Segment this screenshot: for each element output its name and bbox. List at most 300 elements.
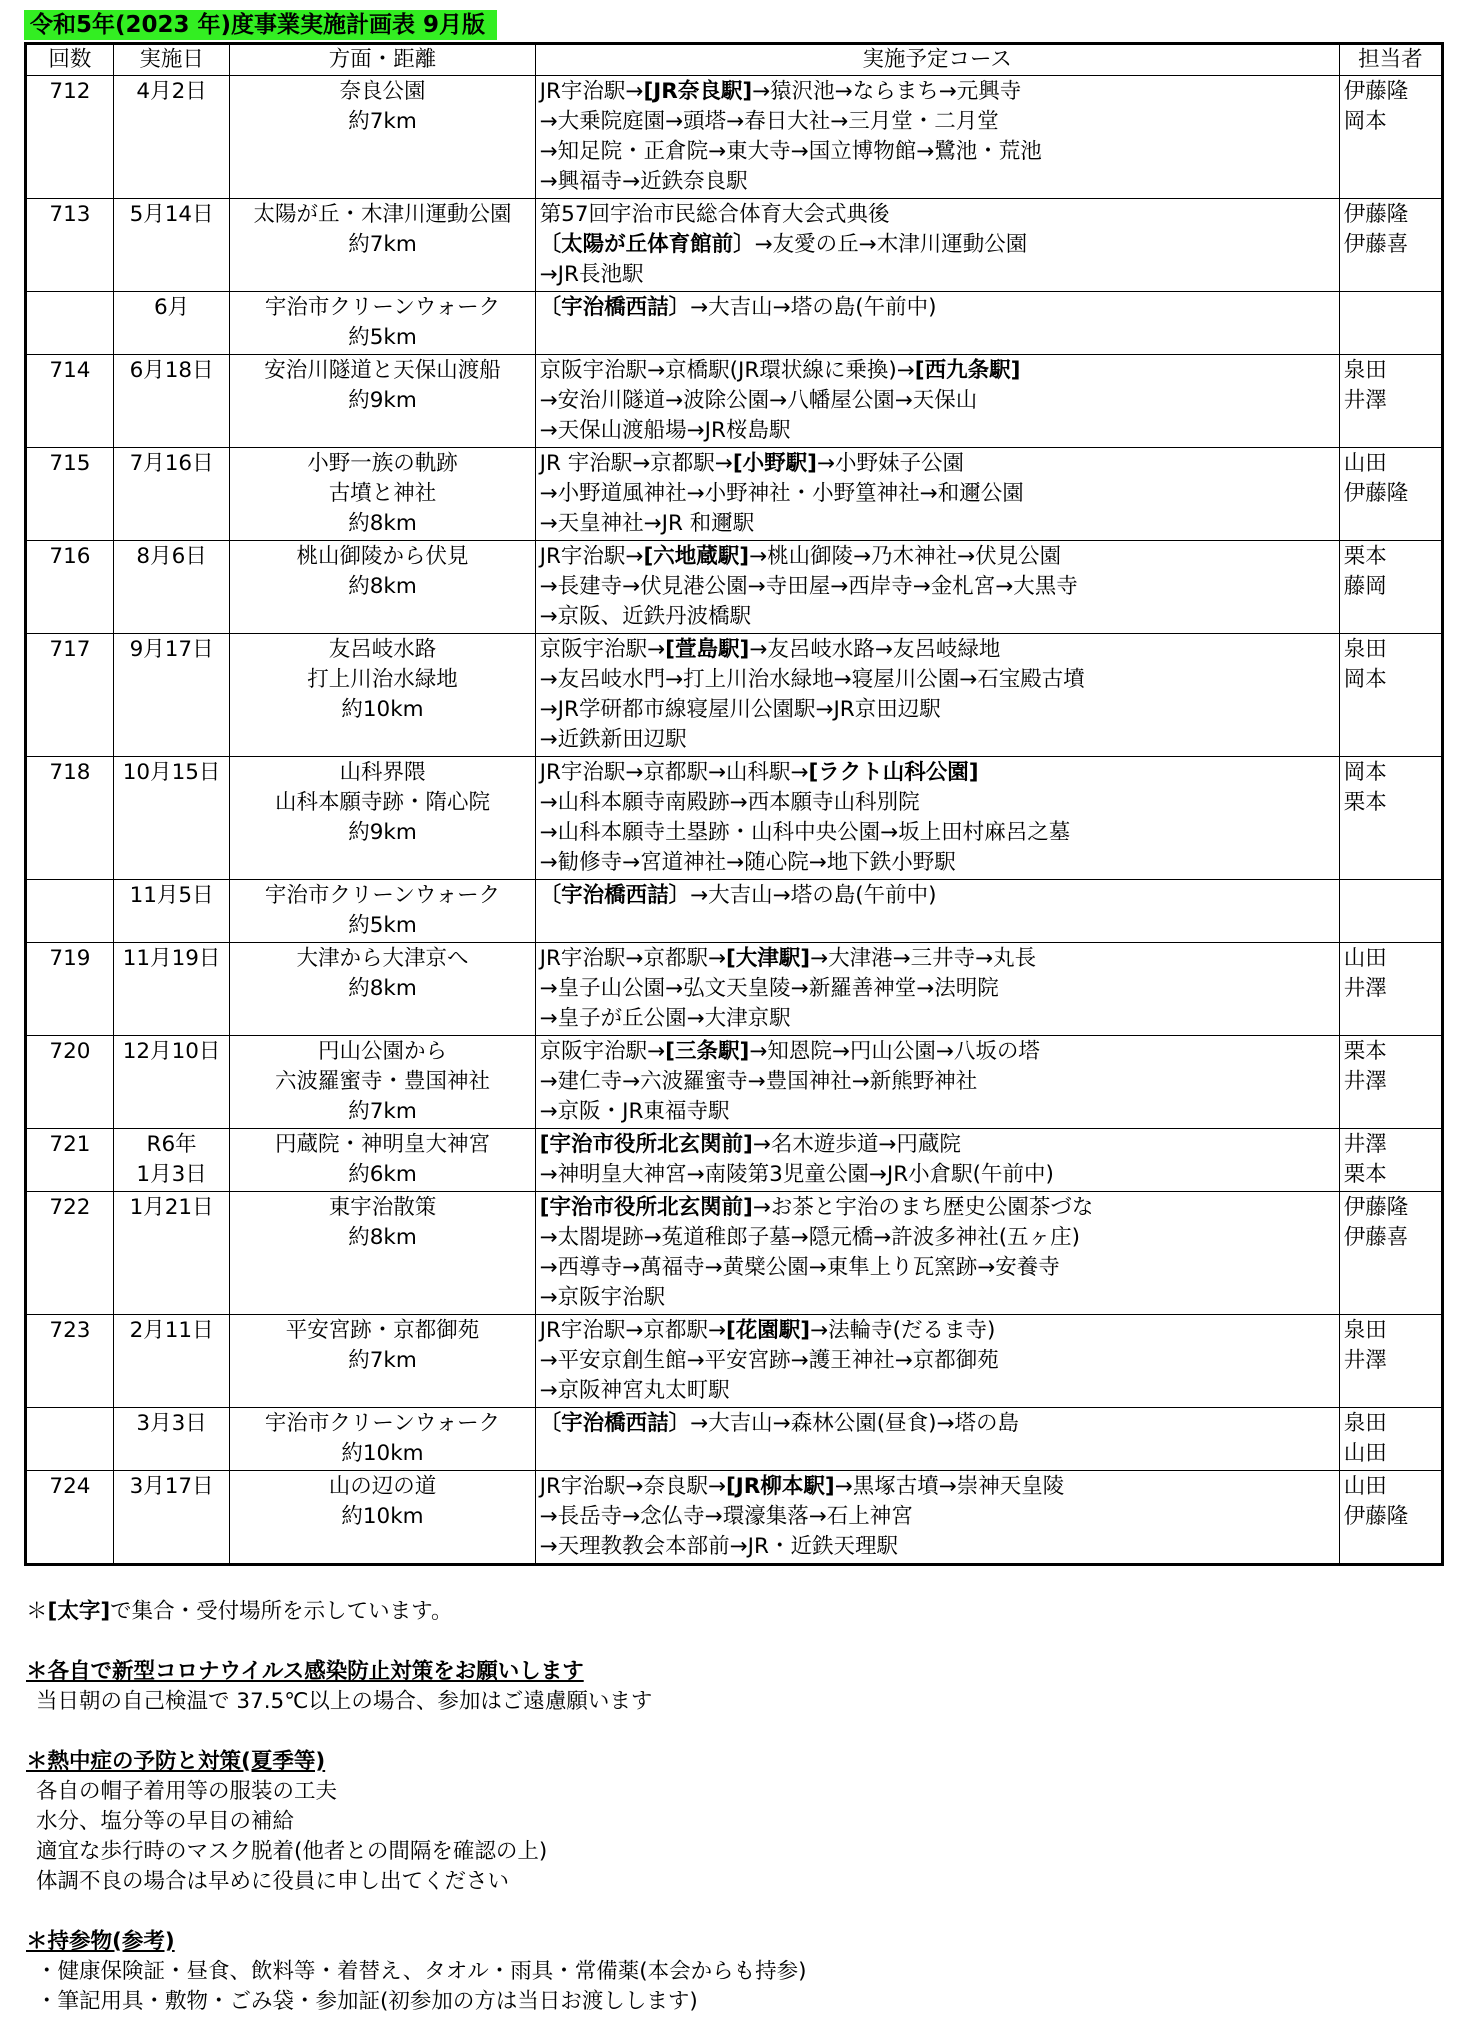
notes [26, 1597, 1426, 2017]
row-area [230, 541, 535, 634]
row-staff [1339, 634, 1442, 757]
meeting-point: [JR柳本駅] [725, 1474, 835, 1499]
course-segment: →桃山御陵→乃木神社→伏見公園 [749, 544, 1062, 569]
row-date [113, 292, 229, 355]
course-line [540, 1130, 1335, 1160]
course-segment: →黒塚古墳→崇神天皇陵 [834, 1474, 1065, 1499]
date-line: 6月18日 [129, 358, 214, 383]
staff-name: 山田 [1343, 1441, 1387, 1466]
row-staff [1339, 1471, 1442, 1565]
table-row [26, 943, 1443, 1036]
course-segment: →京阪、近鉄丹波橋駅 [539, 604, 752, 629]
course-line [540, 1223, 1335, 1253]
row-course [535, 1192, 1339, 1315]
course-segment: 第57回宇治市民総合体育大会式典後 [539, 202, 890, 227]
course-segment: →大吉山→塔の島(午前中) [690, 883, 937, 908]
staff-name: 山田 [1343, 1474, 1387, 1499]
meeting-point: [ラクト山科公園] [808, 760, 979, 785]
area-line: 約10km [341, 1504, 424, 1529]
row-area [230, 76, 535, 199]
course-segment: JR宇治駅→ [539, 544, 644, 569]
course-segment: →平安京創生館→平安宮跡→護王神社→京都御苑 [539, 1348, 999, 1373]
table-row [26, 757, 1443, 880]
course-segment: →JR学研都市線寝屋川公園駅→JR京田辺駅 [539, 697, 941, 722]
area-line: 平安宮跡・京都御苑 [285, 1318, 480, 1343]
row-course [535, 943, 1339, 1036]
legend-prefix: ＊ [26, 1599, 48, 1624]
row-number: 722 [26, 1192, 114, 1315]
staff-name: 山田 [1343, 451, 1387, 476]
row-area [230, 199, 535, 292]
table-row [26, 1192, 1443, 1315]
row-course [535, 1315, 1339, 1408]
row-number: 724 [26, 1471, 114, 1565]
course-segment: →京阪宇治駅 [539, 1285, 666, 1310]
date-line: 6月 [153, 295, 190, 320]
note-heading: ＊熱中症の予防と対策(夏季等) [26, 1749, 326, 1774]
area-line: 約8km [348, 1225, 417, 1250]
meeting-point: 〔宇治橋西詰〕 [539, 1411, 691, 1436]
staff-name: 伊藤隆 [1343, 202, 1409, 227]
table-row [26, 448, 1443, 541]
row-area [230, 355, 535, 448]
row-date [113, 1315, 229, 1408]
date-line: 10月15日 [122, 760, 221, 785]
table-row [26, 199, 1443, 292]
row-date [113, 1408, 229, 1471]
course-line [540, 356, 1335, 386]
row-date [113, 634, 229, 757]
row-date [113, 1471, 229, 1565]
note-line: 各自の帽子着用等の服装の工夫 [36, 1779, 338, 1804]
course-segment: →小野道風神社→小野神社・小野篁神社→和邇公園 [539, 481, 1024, 506]
header-no: 回数 [26, 44, 114, 76]
course-line [540, 1472, 1335, 1502]
table-row [26, 1036, 1443, 1129]
staff-name: 伊藤隆 [1343, 79, 1409, 104]
area-line: 安治川隧道と天保山渡船 [264, 358, 501, 383]
course-segment: →長建寺→伏見港公園→寺田屋→西岸寺→金札宮→大黒寺 [539, 574, 1078, 599]
note-line: ・健康保険証・昼食、飲料等・着替え、タオル・雨具・常備薬(本会からも持参) [36, 1959, 807, 1984]
row-staff [1339, 355, 1442, 448]
course-segment: →安治川隧道→波除公園→八幡屋公園→天保山 [539, 388, 978, 413]
course-line [540, 542, 1335, 572]
row-staff [1339, 541, 1442, 634]
area-line: 約6km [348, 1162, 417, 1187]
staff-name: 伊藤喜 [1343, 232, 1409, 257]
area-line: 約8km [348, 511, 417, 536]
row-number: 718 [26, 757, 114, 880]
table-row [26, 634, 1443, 757]
course-segment: →太閤堤跡→菟道稚郎子墓→隠元橋→許波多神社(五ヶ庄) [539, 1225, 1080, 1250]
course-line [540, 107, 1335, 137]
area-line: 約8km [348, 574, 417, 599]
row-number: 712 [26, 76, 114, 199]
course-line [540, 818, 1335, 848]
area-line: 約8km [348, 976, 417, 1001]
row-area [230, 1129, 535, 1192]
staff-name: 井澤 [1343, 1348, 1387, 1373]
row-area [230, 634, 535, 757]
row-date [113, 199, 229, 292]
header-area: 方面・距離 [230, 44, 535, 76]
course-line [540, 1037, 1335, 1067]
row-number: 713 [26, 199, 114, 292]
date-line: 11月5日 [129, 883, 214, 908]
course-line [540, 386, 1335, 416]
course-segment: →猿沢池→ならまち→元興寺 [752, 79, 1022, 104]
area-line: 円蔵院・神明皇大神宮 [274, 1132, 490, 1157]
meeting-point: 〔宇治橋西詰〕 [539, 295, 691, 320]
header-course: 実施予定コース [535, 44, 1339, 76]
course-line [540, 1409, 1335, 1439]
meeting-point: [大津駅] [725, 946, 811, 971]
meeting-point: [小野駅] [732, 451, 817, 476]
staff-name: 泉田 [1343, 1318, 1387, 1343]
note-line: ・筆記用具・敷物・ごみ袋・参加証(初参加の方は当日お渡しします) [36, 1989, 698, 2014]
course-line [540, 635, 1335, 665]
course-line [540, 509, 1335, 539]
course-segment: →近鉄新田辺駅 [539, 727, 687, 752]
meeting-point: [西九条駅] [914, 358, 1021, 383]
course-segment: →天理教教会本部前→JR・近鉄天理駅 [539, 1534, 898, 1559]
row-area [230, 1036, 535, 1129]
course-segment: →友愛の丘→木津川運動公園 [754, 232, 1028, 257]
staff-name: 伊藤喜 [1343, 1225, 1409, 1250]
staff-name: 井澤 [1343, 1069, 1387, 1094]
row-staff [1339, 880, 1442, 943]
area-line: 約10km [341, 1441, 424, 1466]
row-date [113, 76, 229, 199]
row-course [535, 1471, 1339, 1565]
area-line: 宇治市クリーンウォーク [264, 883, 501, 908]
course-line [540, 200, 1335, 230]
staff-name: 岡本 [1343, 109, 1387, 134]
staff-name: 井澤 [1343, 1132, 1387, 1157]
table-row [26, 76, 1443, 199]
meeting-point: [JR奈良駅] [643, 79, 753, 104]
row-area [230, 1315, 535, 1408]
course-segment: →知恩院→円山公園→八坂の塔 [749, 1039, 1040, 1064]
course-line [540, 167, 1335, 197]
date-line: 3月3日 [136, 1411, 207, 1436]
row-staff [1339, 292, 1442, 355]
note-line: 当日朝の自己検温で 37.5℃以上の場合、参加はご遠慮願います [36, 1689, 653, 1714]
area-line: 打上川治水緑地 [307, 667, 458, 692]
course-line [540, 602, 1335, 632]
course-line [540, 1253, 1335, 1283]
area-line: 円山公園から [317, 1039, 447, 1064]
row-staff [1339, 448, 1442, 541]
staff-name: 山田 [1343, 946, 1387, 971]
course-line [540, 572, 1335, 602]
staff-name: 栗本 [1343, 790, 1387, 815]
row-number: 717 [26, 634, 114, 757]
row-number: 714 [26, 355, 114, 448]
course-line [540, 1193, 1335, 1223]
staff-name: 伊藤隆 [1343, 481, 1409, 506]
schedule-table [24, 42, 1444, 1566]
course-line [540, 449, 1335, 479]
area-line: 古墳と神社 [328, 481, 437, 506]
meeting-point: [萱島駅] [665, 637, 750, 662]
course-line [540, 137, 1335, 167]
course-line [540, 293, 1335, 323]
area-line: 太陽が丘・木津川運動公園 [253, 202, 512, 227]
row-course [535, 634, 1339, 757]
row-course [535, 1036, 1339, 1129]
course-segment: JR宇治駅→京都駅→ [539, 1318, 726, 1343]
area-line: 約7km [348, 1348, 417, 1373]
course-segment: →天皇神社→JR 和邇駅 [539, 511, 755, 536]
row-area [230, 1192, 535, 1315]
area-line: 東宇治散策 [328, 1195, 437, 1220]
table-row [26, 355, 1443, 448]
row-staff [1339, 1408, 1442, 1471]
date-line: 7月16日 [129, 451, 214, 476]
course-line [540, 1097, 1335, 1127]
meeting-point: [三条駅] [665, 1039, 750, 1064]
course-segment: JR宇治駅→京都駅→ [539, 946, 726, 971]
course-line [540, 944, 1335, 974]
row-course [535, 1408, 1339, 1471]
table-header-row [26, 44, 1443, 76]
staff-name: 泉田 [1343, 637, 1387, 662]
area-line: 約9km [348, 820, 417, 845]
meeting-point: 〔宇治橋西詰〕 [539, 883, 691, 908]
course-line [540, 974, 1335, 1004]
course-segment: JR宇治駅→京都駅→山科駅→ [539, 760, 809, 785]
header-staff: 担当者 [1339, 44, 1442, 76]
row-course [535, 448, 1339, 541]
course-line [540, 788, 1335, 818]
course-segment: →知足院・正倉院→東大寺→国立博物館→鷺池・荒池 [539, 139, 1042, 164]
course-segment: →JR長池駅 [539, 262, 644, 287]
row-staff [1339, 76, 1442, 199]
date-line: 3月17日 [129, 1474, 214, 1499]
date-line: R6年 [146, 1132, 197, 1157]
course-line [540, 1067, 1335, 1097]
course-segment: JR宇治駅→ [539, 79, 644, 104]
course-line [540, 260, 1335, 290]
area-line: 約7km [348, 1099, 417, 1124]
note-line: 体調不良の場合は早めに役員に申し出てください [36, 1869, 510, 1894]
area-line: 約7km [348, 232, 417, 257]
course-segment: 京阪宇治駅→ [539, 637, 666, 662]
row-date [113, 448, 229, 541]
area-line: 山の辺の道 [328, 1474, 437, 1499]
row-staff [1339, 1192, 1442, 1315]
area-line: 約5km [348, 913, 417, 938]
course-line [540, 1316, 1335, 1346]
course-line [540, 479, 1335, 509]
course-line [540, 77, 1335, 107]
course-line [540, 1532, 1335, 1562]
table-row [26, 1471, 1443, 1565]
staff-name: 泉田 [1343, 1411, 1387, 1436]
area-line: 宇治市クリーンウォーク [264, 1411, 501, 1436]
staff-name: 岡本 [1343, 760, 1387, 785]
area-line: 約10km [341, 697, 424, 722]
area-line: 奈良公園 [339, 79, 426, 104]
meeting-point: [宇治市役所北玄関前] [539, 1195, 753, 1220]
row-date [113, 1036, 229, 1129]
course-line [540, 1160, 1335, 1190]
row-number: 715 [26, 448, 114, 541]
area-line: 六波羅蜜寺・豊国神社 [274, 1069, 490, 1094]
note-heading: ＊各自で新型コロナウイルス感染防止対策をお願いします [26, 1659, 584, 1684]
course-segment: →友呂岐水門→打上川治水緑地→寝屋川公園→石宝殿古墳 [539, 667, 1085, 692]
table-row [26, 1315, 1443, 1408]
row-course [535, 880, 1339, 943]
course-segment: 京阪宇治駅→ [539, 1039, 666, 1064]
row-date [113, 757, 229, 880]
row-course [535, 76, 1339, 199]
meeting-point: [花園駅] [725, 1318, 811, 1343]
row-area [230, 943, 535, 1036]
note-heading: ＊持参物(参考) [26, 1929, 175, 1954]
row-number: 719 [26, 943, 114, 1036]
course-segment: →京阪・JR東福寺駅 [539, 1099, 730, 1124]
area-line: 山科界隈 [339, 760, 426, 785]
row-date [113, 1129, 229, 1192]
row-number: 716 [26, 541, 114, 634]
staff-name: 栗本 [1343, 544, 1387, 569]
course-segment: →興福寺→近鉄奈良駅 [539, 169, 748, 194]
row-number [26, 880, 114, 943]
course-line [540, 848, 1335, 878]
row-date [113, 880, 229, 943]
row-staff [1339, 1129, 1442, 1192]
course-segment: 京阪宇治駅→京橋駅(JR環状線に乗換)→ [539, 358, 915, 383]
course-line [540, 416, 1335, 446]
row-course [535, 1129, 1339, 1192]
course-line [540, 881, 1335, 911]
table-row [26, 1129, 1443, 1192]
legend-note [26, 1597, 1426, 1627]
course-segment: →神明皇大神宮→南陵第3児童公園→JR小倉駅(午前中) [539, 1162, 1054, 1187]
course-segment: →大乗院庭園→頭塔→春日大社→三月堂・二月堂 [539, 109, 999, 134]
page-title: 令和5年(2023 年)度事業実施計画表 9月版 [24, 10, 497, 40]
course-segment: →西導寺→萬福寺→黄檗公園→東隼上り瓦窯跡→安養寺 [539, 1255, 1060, 1280]
row-area [230, 448, 535, 541]
staff-name: 井澤 [1343, 388, 1387, 413]
row-number: 723 [26, 1315, 114, 1408]
area-line: 約5km [348, 325, 417, 350]
staff-name: 伊藤隆 [1343, 1195, 1409, 1220]
course-segment: →皇子が丘公園→大津京駅 [539, 1006, 791, 1031]
staff-name: 泉田 [1343, 358, 1387, 383]
course-segment: →お茶と宇治のまち歴史公園茶づな [752, 1195, 1094, 1220]
date-line: 12月10日 [122, 1039, 221, 1064]
table-row [26, 292, 1443, 355]
row-number [26, 1408, 114, 1471]
course-segment: →友呂岐水路→友呂岐緑地 [749, 637, 1001, 662]
date-line: 11月19日 [122, 946, 221, 971]
area-line: 宇治市クリーンウォーク [264, 295, 501, 320]
course-segment: →皇子山公園→弘文天皇陵→新羅善神堂→法明院 [539, 976, 999, 1001]
legend-bold-sample: [太字] [47, 1599, 111, 1624]
staff-name: 栗本 [1343, 1039, 1387, 1064]
staff-name: 伊藤隆 [1343, 1504, 1409, 1529]
meeting-point: [六地蔵駅] [643, 544, 750, 569]
row-course [535, 292, 1339, 355]
row-number: 721 [26, 1129, 114, 1192]
course-segment: →建仁寺→六波羅蜜寺→豊国神社→新熊野神社 [539, 1069, 978, 1094]
area-line: 桃山御陵から伏見 [296, 544, 469, 569]
course-segment: →法輪寺(だるま寺) [810, 1318, 996, 1343]
course-segment: JR 宇治駅→京都駅→ [539, 451, 733, 476]
area-line: 大津から大津京へ [296, 946, 469, 971]
date-line: 8月6日 [136, 544, 207, 569]
course-segment: →天保山渡船場→JR桜島駅 [539, 418, 791, 443]
note-line: 適宜な歩行時のマスク脱着(他者との間隔を確認の上) [36, 1839, 548, 1864]
course-line [540, 1004, 1335, 1034]
course-segment: →大津港→三井寺→丸長 [810, 946, 1037, 971]
course-segment: →名木遊歩道→円蔵院 [752, 1132, 961, 1157]
row-date [113, 943, 229, 1036]
date-line: 4月2日 [136, 79, 207, 104]
note-line: 水分、塩分等の早目の補給 [36, 1809, 295, 1834]
course-segment: JR宇治駅→奈良駅→ [539, 1474, 726, 1499]
course-segment: →大吉山→塔の島(午前中) [690, 295, 937, 320]
row-date [113, 541, 229, 634]
row-number: 720 [26, 1036, 114, 1129]
table-row [26, 880, 1443, 943]
date-line: 5月14日 [129, 202, 214, 227]
date-line: 9月17日 [129, 637, 214, 662]
row-staff [1339, 199, 1442, 292]
row-number [26, 292, 114, 355]
staff-name: 岡本 [1343, 667, 1387, 692]
row-course [535, 757, 1339, 880]
course-line [540, 1346, 1335, 1376]
course-line [540, 1376, 1335, 1406]
legend-text: で集合・受付場所を示しています。 [110, 1599, 453, 1624]
course-line [540, 725, 1335, 755]
header-date: 実施日 [113, 44, 229, 76]
course-line [540, 758, 1335, 788]
course-segment: →山科本願寺南殿跡→西本願寺山科別院 [539, 790, 920, 815]
table-row [26, 1408, 1443, 1471]
staff-name: 栗本 [1343, 1162, 1387, 1187]
row-staff [1339, 757, 1442, 880]
row-date [113, 355, 229, 448]
row-area [230, 880, 535, 943]
row-date [113, 1192, 229, 1315]
course-segment: →長岳寺→念仏寺→環濠集落→石上神宮 [539, 1504, 913, 1529]
area-line: 約7km [348, 109, 417, 134]
course-line [540, 665, 1335, 695]
row-course [535, 541, 1339, 634]
date-line: 2月11日 [129, 1318, 214, 1343]
course-segment: →大吉山→森林公園(昼食)→塔の島 [690, 1411, 1019, 1436]
date-line: 1月21日 [129, 1195, 214, 1220]
course-segment: →小野妹子公園 [816, 451, 964, 476]
area-line: 小野一族の軌跡 [307, 451, 458, 476]
area-line: 友呂岐水路 [328, 637, 437, 662]
area-line: 山科本願寺跡・隋心院 [274, 790, 490, 815]
course-segment: →京阪神宮丸太町駅 [539, 1378, 730, 1403]
meeting-point: 〔太陽が丘体育館前〕 [539, 232, 755, 257]
staff-name: 藤岡 [1343, 574, 1387, 599]
row-area [230, 757, 535, 880]
staff-name: 井澤 [1343, 976, 1387, 1001]
course-line [540, 230, 1335, 260]
row-staff [1339, 1036, 1442, 1129]
row-staff [1339, 943, 1442, 1036]
course-segment: →勧修寺→宮道神社→随心院→地下鉄小野駅 [539, 850, 956, 875]
